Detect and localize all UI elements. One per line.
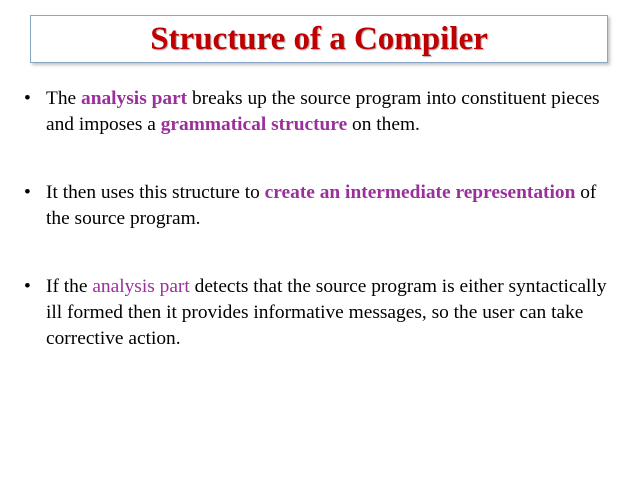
bullet-text: If the xyxy=(46,276,93,297)
bullet-text: The xyxy=(46,88,81,109)
bullet-item-analysis xyxy=(24,86,614,138)
bullet-dot-icon: • xyxy=(24,182,31,203)
bullet-dot-icon: • xyxy=(24,276,31,297)
title-box xyxy=(30,15,608,63)
highlight-analysis-part: analysis part xyxy=(81,88,188,109)
bullet-dot-icon: • xyxy=(24,88,31,109)
bullet-item-intermediate xyxy=(24,180,614,232)
bullet-text: on them. xyxy=(347,114,420,135)
bullet-text: breaks up the source program into constituent pieces and imposes a xyxy=(46,88,600,135)
bullet-list xyxy=(24,86,614,352)
bullet-text: of the source program. xyxy=(46,182,597,229)
highlight-analysis-part: analysis part xyxy=(92,276,190,297)
highlight-intermediate-representation: create an intermediate representation xyxy=(264,182,576,203)
bullet-text: detects that the source program is either syntactically ill formed then it provides informative messages, so the user can take corrective action. xyxy=(46,276,607,349)
bullet-text: It then uses this structure to xyxy=(46,182,265,203)
slide-title: Structure of a Compiler xyxy=(150,21,488,57)
highlight-grammatical-structure: grammatical structure xyxy=(160,114,348,135)
bullet-item-errors xyxy=(24,274,614,352)
